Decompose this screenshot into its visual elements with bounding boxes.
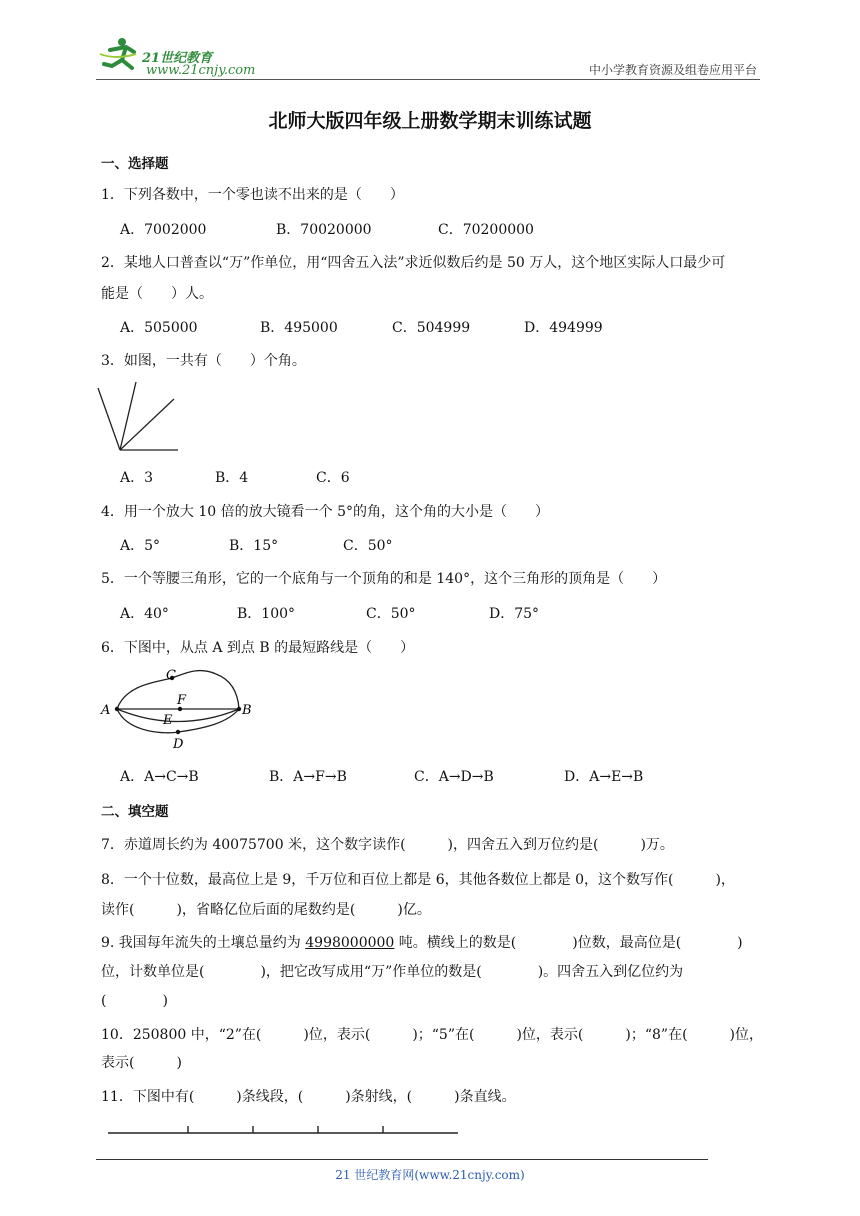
page-title: 北师大版四年级上册数学期末训练试题 <box>268 110 592 132</box>
angle-figure <box>94 380 184 456</box>
header-divider <box>96 79 760 80</box>
q9-text-a: 9. 我国每年流失的土壤总量约为 <box>101 935 306 951</box>
q5-option-d: D．75° <box>489 606 540 622</box>
question-11: 11．下图中有( )条线段，( )条射线，( )条直线。 <box>101 1089 516 1105</box>
q3-option-a: A．3 <box>120 470 154 486</box>
point-label-d: D <box>173 737 184 752</box>
q9-text-b: 吨。横线上的数是( )位数，最高位是( ) <box>394 935 743 951</box>
question-9-line1 <box>101 932 743 952</box>
question-10-line1: 10．250800 中，“2”在( )位，表示( )；“5”在( )位，表示( )；“8”在( )位， <box>101 1027 763 1043</box>
question-6: 6．下图中，从点 A 到点 B 的最短路线是（ ） <box>101 640 415 656</box>
question-9-line3: ( ) <box>101 993 168 1009</box>
q4-option-a: A．5° <box>120 538 161 554</box>
header-platform-text: 中小学教育资源及组卷应用平台 <box>588 63 757 77</box>
site-logo <box>96 34 271 78</box>
q3-option-c: C．6 <box>316 470 350 486</box>
q1-option-a: A．7002000 <box>120 222 207 238</box>
q3-option-b: B．4 <box>215 470 249 486</box>
q9-underlined-number: 4998000000 <box>305 935 395 951</box>
question-2-line1: 2．某地人口普查以“万”作单位，用“四舍五入法”求近似数后约是 50 万人，这个地区实际人口最少可 <box>101 255 726 271</box>
footer-divider <box>96 1159 708 1160</box>
question-10-line2: 表示( ) <box>101 1055 182 1071</box>
point-label-c: C <box>166 668 176 683</box>
q6-option-a: A．A→C→B <box>120 769 199 785</box>
q4-option-b: B．15° <box>229 538 279 554</box>
q2-option-d: D．494999 <box>524 320 603 336</box>
question-7: 7．赤道周长约为 40075700 米，这个数字读作( )，四舍五入到万位约是( )万。 <box>101 837 674 853</box>
q2-option-c: C．504999 <box>392 320 471 336</box>
section-heading-fill: 二、填空题 <box>101 804 169 820</box>
question-3: 3．如图，一共有（ ）个角。 <box>101 353 306 369</box>
route-figure <box>98 664 258 754</box>
q4-option-c: C．50° <box>343 538 393 554</box>
question-1: 1．下列各数中，一个零也读不出来的是（ ） <box>101 187 404 203</box>
question-4: 4．用一个放大 10 倍的放大镜看一个 5°的角，这个角的大小是（ ） <box>101 504 549 520</box>
q2-option-b: B．495000 <box>260 320 338 336</box>
question-8-line1: 8．一个十位数，最高位上是 9，千万位和百位上都是 6，其他各数位上都是 0，这个数写作( )， <box>101 872 735 888</box>
section-heading-choice: 一、选择题 <box>101 156 169 172</box>
point-label-e: E <box>163 713 173 728</box>
question-5: 5．一个等腰三角形，它的一个底角与一个顶角的和是 140°，这个三角形的顶角是（ ） <box>101 571 667 587</box>
question-9-line2: 位，计数单位是( )，把它改写成用“万”作单位的数是( )。四舍五入到亿位约为 <box>101 964 684 980</box>
footer-text: 21 世纪教育网(www.21cnjy.com) <box>335 1168 525 1182</box>
q5-option-b: B．100° <box>237 606 296 622</box>
q2-option-a: A．505000 <box>120 320 198 336</box>
question-2-line2: 能是（ ）人。 <box>101 286 213 302</box>
point-label-a: A <box>101 703 111 718</box>
logo-text: 21世纪教育 <box>142 51 213 66</box>
segment-figure <box>104 1122 464 1142</box>
q5-option-a: A．40° <box>120 606 169 622</box>
q6-option-c: C．A→D→B <box>414 769 494 785</box>
point-label-f: F <box>177 693 187 708</box>
question-8-line2: 读作( )，省略亿位后面的尾数约是( )亿。 <box>101 902 431 918</box>
logo-url: www.21cnjy.com <box>146 63 256 78</box>
q5-option-c: C．50° <box>366 606 416 622</box>
q6-option-b: B．A→F→B <box>269 769 347 785</box>
point-label-b: B <box>242 703 252 718</box>
q1-option-c: C．70200000 <box>438 222 534 238</box>
q6-option-d: D．A→E→B <box>564 769 644 785</box>
q1-option-b: B．70020000 <box>276 222 372 238</box>
